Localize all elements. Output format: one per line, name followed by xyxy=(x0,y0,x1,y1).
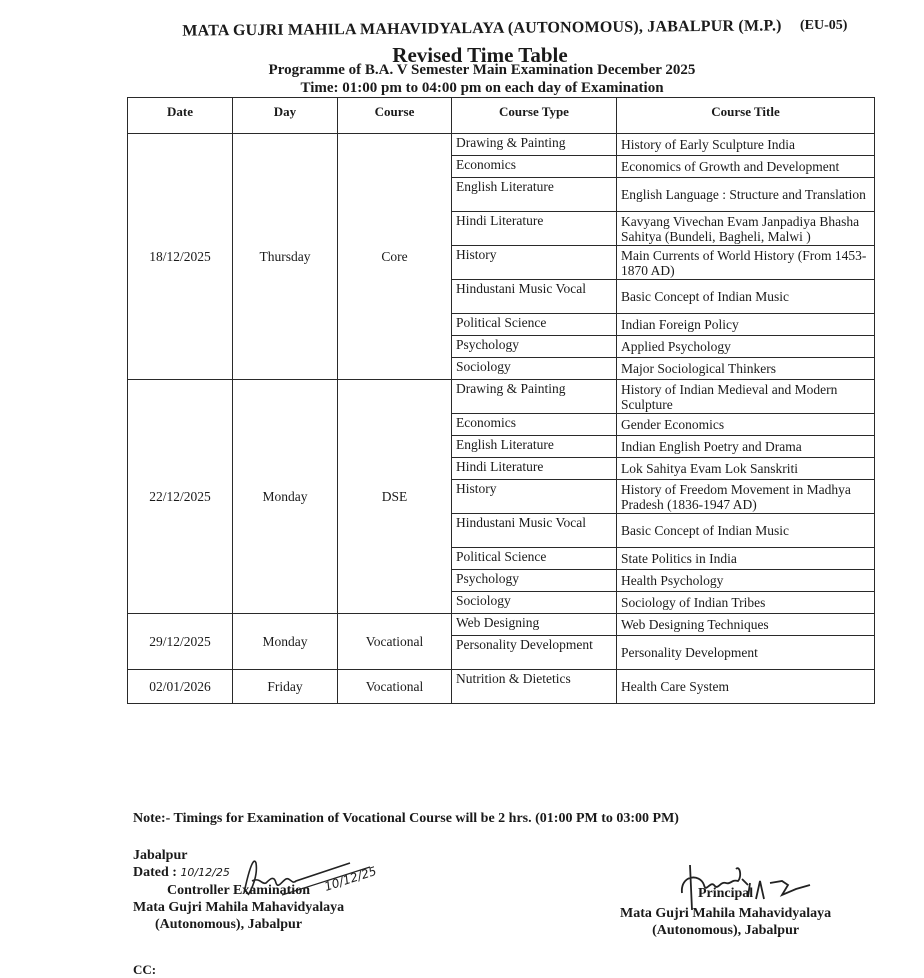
course-title-cell: English Language : Structure and Translation xyxy=(617,178,875,212)
principal-role: Principal xyxy=(697,886,754,901)
course-cell: Vocational xyxy=(338,614,452,670)
course-title-cell: Personality Development xyxy=(617,636,875,670)
course-title-cell: Kavyang Vivechan Evam Janpadiya Bhasha Sahitya (Bundeli, Bagheli, Malwi ) xyxy=(617,212,875,246)
table-header-row xyxy=(128,98,875,134)
course-type-cell: History xyxy=(452,480,617,514)
controller-role: Controller Examination xyxy=(167,883,310,898)
course-title-cell: Economics of Growth and Development xyxy=(617,156,875,178)
dated-label: Dated : xyxy=(133,865,177,880)
day-cell: Monday xyxy=(233,380,338,614)
controller-org: Mata Gujri Mahila Mahavidyalaya xyxy=(133,900,345,915)
principal-org-location: (Autonomous), Jabalpur xyxy=(652,923,800,938)
course-title-cell: History of Freedom Movement in Madhya Pradesh (1836-1947 AD) xyxy=(617,480,875,514)
table-row xyxy=(128,614,875,636)
course-title-cell: Health Care System xyxy=(617,670,875,704)
course-type-cell: Hindi Literature xyxy=(452,458,617,480)
course-type-cell: Hindustani Music Vocal xyxy=(452,514,617,548)
course-type-cell: Hindi Literature xyxy=(452,212,617,246)
table-row xyxy=(128,134,875,156)
course-cell: DSE xyxy=(338,380,452,614)
course-title-cell: Indian Foreign Policy xyxy=(617,314,875,336)
course-type-cell: English Literature xyxy=(452,436,617,458)
day-cell: Monday xyxy=(233,614,338,670)
course-title-cell: History of Early Sculpture India xyxy=(617,134,875,156)
controller-sign-date: 10/12/25 xyxy=(322,863,379,894)
course-title-cell: State Politics in India xyxy=(617,548,875,570)
date-cell: 02/01/2026 xyxy=(128,670,233,704)
course-cell: Vocational xyxy=(338,670,452,704)
day-cell: Thursday xyxy=(233,134,338,380)
course-title-cell: Basic Concept of Indian Music xyxy=(617,514,875,548)
course-type-cell: Sociology xyxy=(452,358,617,380)
controller-signature xyxy=(230,855,380,905)
college-name: MATA GUJRI MAHILA MAHAVIDYALAYA (AUTONOMOUS), JABALPUR (M.P.) xyxy=(182,17,782,40)
course-cell: Core xyxy=(338,134,452,380)
course-title-cell: Major Sociological Thinkers xyxy=(617,358,875,380)
course-type-cell: Nutrition & Dietetics xyxy=(452,670,617,704)
course-type-cell: English Literature xyxy=(452,178,617,212)
document-code: (EU-05) xyxy=(800,18,848,33)
column-header-course: Course xyxy=(338,98,452,134)
day-cell: Friday xyxy=(233,670,338,704)
course-title-cell: Applied Psychology xyxy=(617,336,875,358)
principal-org: Mata Gujri Mahila Mahavidyalaya xyxy=(620,906,832,921)
course-type-cell: History xyxy=(452,246,617,280)
course-title-cell: History of Indian Medieval and Modern Sculpture xyxy=(617,380,875,414)
course-type-cell: Personality Development xyxy=(452,636,617,670)
course-title-cell: Lok Sahitya Evam Lok Sanskriti xyxy=(617,458,875,480)
course-type-cell: Political Science xyxy=(452,548,617,570)
timetable-body xyxy=(128,134,875,704)
course-type-cell: Hindustani Music Vocal xyxy=(452,280,617,314)
table-row xyxy=(128,670,875,704)
course-title-cell: Indian English Poetry and Drama xyxy=(617,436,875,458)
column-header-day: Day xyxy=(233,98,338,134)
date-cell: 22/12/2025 xyxy=(128,380,233,614)
course-type-cell: Web Designing xyxy=(452,614,617,636)
column-header-course-title: Course Title xyxy=(617,98,875,134)
course-title-cell: Basic Concept of Indian Music xyxy=(617,280,875,314)
exam-timing: Time: 01:00 pm to 04:00 pm on each day of Examination xyxy=(300,80,664,96)
course-title-cell: Main Currents of World History (From 1453-1870 AD) xyxy=(617,246,875,280)
course-title-cell: Web Designing Techniques xyxy=(617,614,875,636)
column-header-date: Date xyxy=(128,98,233,134)
date-cell: 18/12/2025 xyxy=(128,134,233,380)
course-type-cell: Drawing & Painting xyxy=(452,134,617,156)
course-type-cell: Sociology xyxy=(452,592,617,614)
programme-line: Programme of B.A. V Semester Main Examination December 2025 xyxy=(268,62,696,78)
course-type-cell: Economics xyxy=(452,414,617,436)
course-title-cell: Sociology of Indian Tribes xyxy=(617,592,875,614)
controller-org-location: (Autonomous), Jabalpur xyxy=(155,917,303,932)
document-title: Revised Time Table xyxy=(392,43,568,67)
dated-value: 10/12/25 xyxy=(180,866,230,879)
cc-label: CC: xyxy=(133,962,157,977)
course-type-cell: Psychology xyxy=(452,570,617,592)
course-title-cell: Health Psychology xyxy=(617,570,875,592)
course-type-cell: Drawing & Painting xyxy=(452,380,617,414)
course-type-cell: Psychology xyxy=(452,336,617,358)
vocational-timing-note: Note:- Timings for Examination of Vocational Course will be 2 hrs. (01:00 PM to 03:00 PM) xyxy=(133,811,679,826)
principal-signature-block xyxy=(620,886,832,939)
date-cell: 29/12/2025 xyxy=(128,614,233,670)
column-header-course-type: Course Type xyxy=(452,98,617,134)
course-type-cell: Economics xyxy=(452,156,617,178)
course-type-cell: Political Science xyxy=(452,314,617,336)
timetable xyxy=(127,97,875,704)
course-title-cell: Gender Economics xyxy=(617,414,875,436)
table-row xyxy=(128,380,875,414)
place: Jabalpur xyxy=(133,848,188,863)
